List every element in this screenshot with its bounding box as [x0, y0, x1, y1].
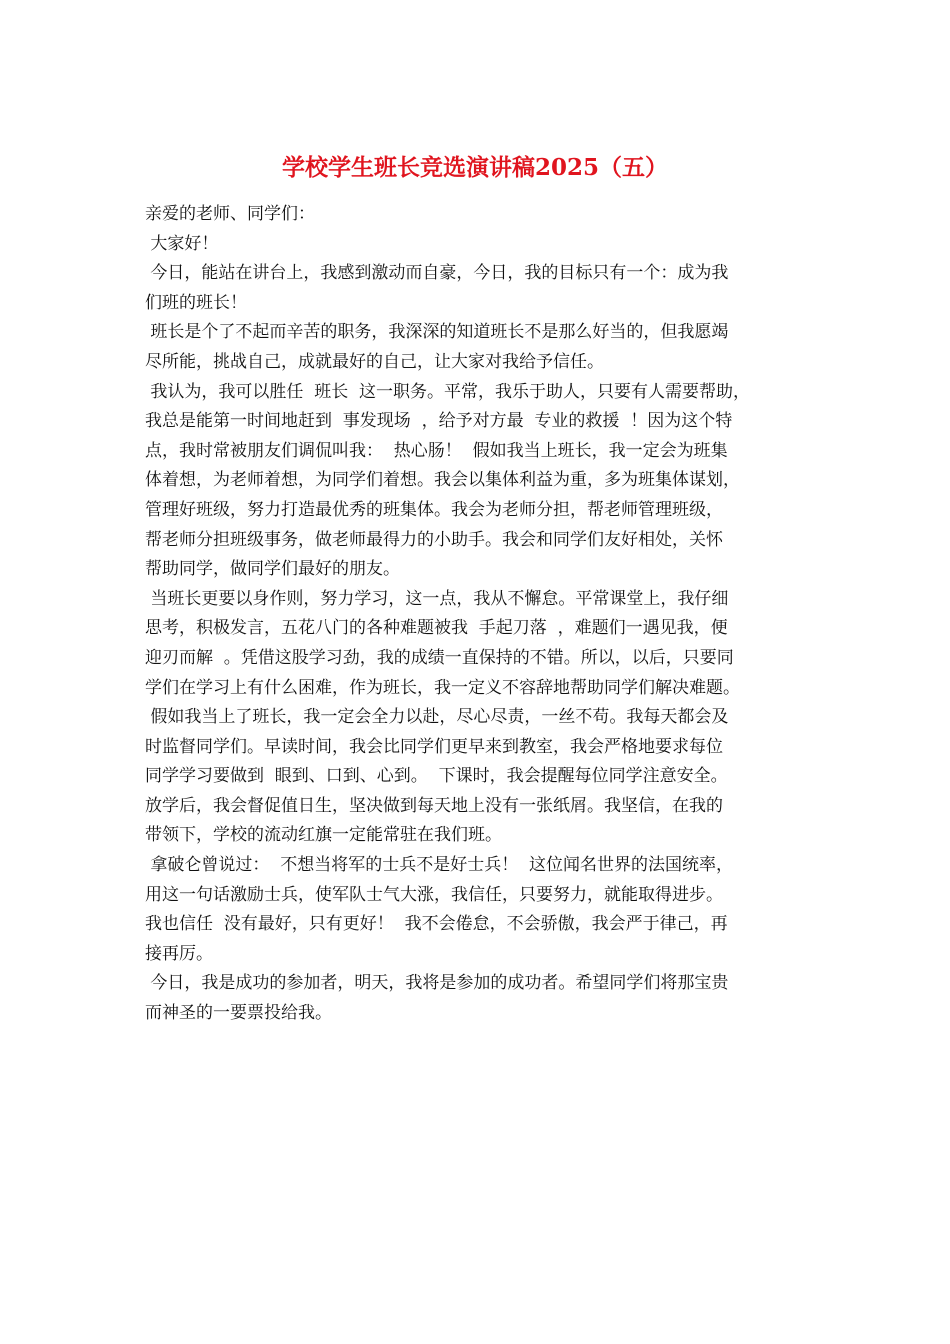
text-line: 思考，积极发言，五花八门的各种难题被我 手起刀落 ，难题们一遇见我，便 [145, 618, 728, 639]
text-line: 大家好！ [145, 233, 219, 254]
text-line: 我认为，我可以胜任 班长 这一职务。平常，我乐于助人，只要有人需要帮助， [145, 381, 751, 402]
text-line: 而神圣的一要票投给我。 [145, 1003, 332, 1024]
text-line: 今日，能站在讲台上，我感到激动而自豪，今日，我的目标只有一个：成为我 [145, 263, 729, 284]
text-line: 迎刃而解 。凭借这股学习劲，我的成绩一直保持的不错。所以，以后，只要同 [145, 647, 734, 668]
text-line: 接再厉。 [145, 943, 213, 964]
text-line: 假如我当上了班长，我一定会全力以赴，尽心尽责，一丝不苟。我每天都会及 [145, 707, 729, 728]
text-line: 们班的班长！ [145, 292, 247, 313]
text-line: 帮助同学，做同学们最好的朋友。 [145, 559, 400, 580]
text-line: 管理好班级，努力打造最优秀的班集体。我会为老师分担，帮老师管理班级， [145, 499, 723, 520]
text-line: 放学后，我会督促值日生，坚决做到每天地上没有一张纸屑。我坚信，在我的 [145, 795, 723, 816]
text-line: 拿破仑曾说过： 不想当将军的士兵不是好士兵！ 这位闻名世界的法国统率， [145, 855, 734, 876]
text-line: 班长是个了不起而辛苦的职务，我深深的知道班长不是那么好当的，但我愿竭 [145, 322, 729, 343]
text-line: 今日，我是成功的参加者，明天，我将是参加的成功者。希望同学们将那宝贵 [145, 973, 729, 994]
text-line: 点，我时常被朋友们调侃叫我： 热心肠！ 假如我当上班长，我一定会为班集 [145, 440, 728, 461]
document-title: 学校学生班长竞选演讲稿2025（五） [281, 154, 668, 181]
text-line: 带领下，学校的流动红旗一定能常驻在我们班。 [145, 825, 502, 846]
text-line: 体着想，为老师着想，为同学们着想。我会以集体利益为重，多为班集体谋划， [145, 470, 740, 491]
text-line: 尽所能，挑战自己，成就最好的自己，让大家对我给予信任。 [145, 351, 604, 372]
text-line: 当班长更要以身作则，努力学习，这一点，我从不懈怠。平常课堂上，我仔细 [145, 588, 729, 609]
text-line: 帮老师分担班级事务，做老师最得力的小助手。我会和同学们友好相处，关怀 [145, 529, 723, 550]
text-line: 亲爱的老师、同学们： [145, 204, 315, 224]
text-line: 同学学习要做到 眼到、口到、心到。 下课时，我会提醒每位同学注意安全。 [145, 766, 728, 787]
document-body [145, 200, 815, 1029]
text-line: 学们在学习上有什么困难，作为班长，我一定义不容辞地帮助同学们解决难题。 [145, 677, 740, 698]
text-line: 我总是能第一时间地赶到 事发现场 ，给予对方最 专业的救援 ！因为这个特 [145, 411, 733, 432]
text-line: 我也信任 没有最好，只有更好！ 我不会倦怠，不会骄傲，我会严于律己，再 [145, 914, 728, 935]
text-line: 时监督同学们。早读时间，我会比同学们更早来到教室，我会严格地要求每位 [145, 736, 723, 757]
text-line: 用这一句话激励士兵，使军队士气大涨，我信任，只要努力，就能取得进步。 [145, 884, 723, 905]
